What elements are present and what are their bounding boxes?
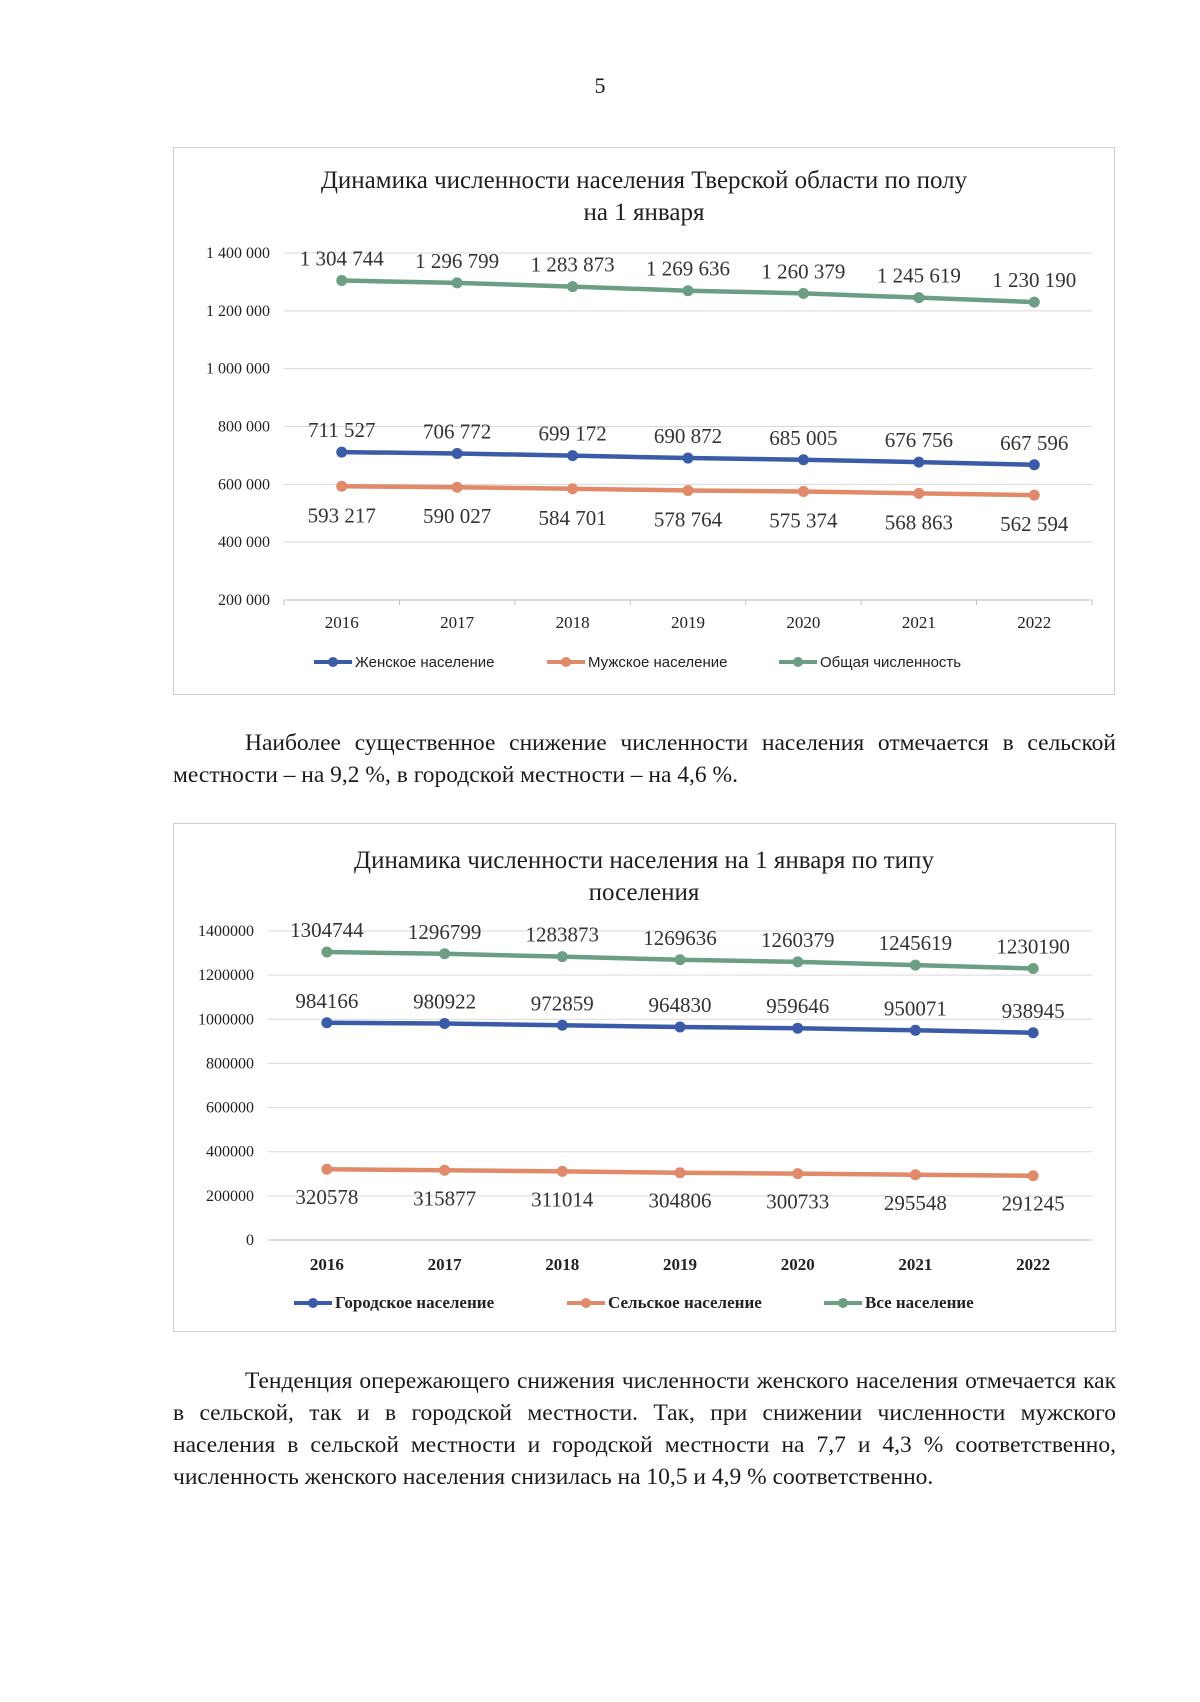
x-category-label: 2016 [309,1255,344,1274]
y-tick-label: 1 200 000 [206,302,270,320]
data-point [913,488,924,499]
y-tick-label: 1400000 [198,923,254,940]
data-point [792,1168,803,1179]
chart-title-line: Динамика численности населения на 1 января по типу [354,847,934,874]
data-point [792,1023,803,1034]
data-point [567,281,578,292]
legend-marker [581,1298,591,1308]
y-tick-label: 800 000 [218,418,270,436]
paragraph-female-decline-trend: Тенденция опережающего снижения численности женского населения отмечается как в сельской, так и в городской местности. Так, при снижении численности мужского населения в сельской местности и городской местности на 7,7 и 4,3 % соответственно, численность женского населения снизилась на 10,5 и 4,9 % соответственно. [173,1368,1116,1490]
y-tick-label: 400 000 [218,534,270,552]
data-point [910,1169,921,1180]
data-label: 1 283 873 [530,252,615,277]
y-tick-label: 1000000 [198,1011,254,1029]
y-tick-label: 1200000 [198,967,254,985]
data-label: 291245 [1001,1191,1065,1216]
data-point [798,288,809,299]
y-tick-label: 200 000 [218,592,270,609]
legend-marker [308,1298,318,1308]
data-label: 711 527 [307,418,376,443]
data-point [452,448,463,459]
data-point [675,954,686,965]
data-label: 562 594 [1000,512,1069,537]
data-label: 980922 [413,989,477,1014]
legend-marker [793,657,803,667]
paragraph-rural-urban-decline: Наиболее существенное снижение численности населения отмечается в сельской местности – на 9,2 %, в городской местности – на 4,6 %. [173,730,1116,788]
data-point [557,951,568,962]
x-category-label: 2021 [901,613,936,632]
y-tick-label: 1 400 000 [206,245,270,262]
data-point [1028,963,1039,974]
x-category-label: 2016 [324,613,359,632]
data-point [321,1017,332,1028]
legend-label: Сельское население [608,1293,762,1312]
x-category-label: 2020 [786,613,821,632]
data-label: 1245619 [878,931,953,956]
data-label: 1230190 [996,934,1070,959]
data-label: 667 596 [1000,430,1069,455]
data-point [683,485,694,496]
data-point [910,960,921,971]
y-tick-label: 200000 [206,1187,254,1205]
data-label: 1260379 [760,927,835,952]
data-point [798,486,809,497]
data-point [452,482,463,493]
x-category-label: 2022 [1017,613,1052,632]
data-label: 950071 [883,996,947,1021]
data-point [798,454,809,465]
data-label: 578 764 [653,507,723,532]
data-point [675,1167,686,1178]
data-point [913,292,924,303]
x-category-label: 2017 [427,1255,462,1274]
data-point [321,1164,332,1175]
x-category-label: 2021 [898,1255,933,1274]
data-label: 1 230 190 [992,268,1077,293]
data-label: 315877 [413,1186,477,1211]
legend-label: Мужское население [588,654,728,671]
data-point [1029,490,1040,501]
data-point [452,277,463,288]
y-tick-label: 0 [246,1232,254,1249]
data-label: 1 260 379 [761,259,846,284]
chart-population-by-settlement-svg [174,824,1115,1331]
legend-marker [328,657,338,667]
data-point [336,481,347,492]
x-category-label: 2018 [545,1255,580,1274]
data-point [910,1025,921,1036]
legend-label: Городское население [335,1293,495,1312]
data-label: 311014 [531,1187,594,1212]
legend-label: Женское население [355,654,495,671]
data-point [567,483,578,494]
y-tick-label: 400000 [206,1143,254,1161]
data-point [683,453,694,464]
data-label: 295548 [883,1190,947,1215]
data-label: 1 269 636 [646,256,730,281]
data-label: 575 374 [769,508,838,533]
data-point [913,457,924,468]
x-category-label: 2017 [440,613,475,632]
data-point [675,1022,686,1033]
data-label: 972859 [530,991,594,1016]
x-category-label: 2020 [780,1255,815,1274]
data-label: 1269636 [643,925,717,950]
data-label: 1 296 799 [415,248,500,273]
x-category-label: 2018 [555,613,590,632]
y-tick-label: 600 000 [218,476,270,494]
y-tick-label: 600000 [206,1099,254,1117]
data-label: 690 872 [653,424,723,449]
legend-marker [561,657,571,667]
chart-population-by-sex [173,147,1115,695]
data-point [1029,297,1040,308]
data-point [439,1018,450,1029]
data-label: 320578 [295,1185,359,1210]
page-number: 5 [594,73,606,98]
data-point [792,956,803,967]
data-label: 699 172 [538,421,607,446]
data-point [1028,1170,1039,1181]
data-label: 1 304 744 [299,246,384,271]
data-label: 1296799 [407,919,482,944]
data-label: 568 863 [884,510,953,535]
x-category-label: 2022 [1016,1255,1051,1274]
data-label: 590 027 [423,504,492,529]
data-point [1028,1027,1039,1038]
data-point [557,1020,568,1031]
data-point [567,450,578,461]
data-point [683,285,694,296]
legend-marker [838,1298,848,1308]
data-label: 1283873 [525,922,600,947]
chart-population-by-sex-svg [174,148,1114,694]
data-point [321,947,332,958]
data-label: 706 772 [423,419,492,444]
chart-title-line: поселения [588,879,700,906]
data-label: 959646 [766,994,830,1019]
data-label: 938945 [1001,998,1065,1023]
legend-label: Общая численность [820,654,962,671]
x-category-label: 2019 [663,1255,697,1274]
data-label: 300733 [766,1189,830,1214]
chart-population-by-settlement [173,823,1116,1332]
data-label: 304806 [648,1188,712,1213]
y-tick-label: 1 000 000 [206,360,270,378]
chart-title-line: на 1 января [583,199,705,226]
data-point [557,1166,568,1177]
data-point [439,948,450,959]
data-label: 584 701 [538,505,607,530]
data-point [439,1165,450,1176]
x-category-label: 2019 [671,613,705,632]
data-label: 676 756 [884,428,953,453]
data-point [1029,459,1040,470]
data-label: 685 005 [769,425,838,450]
data-label: 964830 [648,993,712,1018]
data-point [336,275,347,286]
data-label: 984166 [295,988,359,1013]
data-label: 593 217 [307,503,376,528]
data-point [336,447,347,458]
data-label: 1304744 [290,918,364,943]
data-label: 1 245 619 [876,263,961,288]
y-tick-label: 800000 [206,1055,254,1073]
chart-title-line: Динамика численности населения Тверской области по полу [320,167,968,194]
legend-label: Все население [865,1293,974,1312]
